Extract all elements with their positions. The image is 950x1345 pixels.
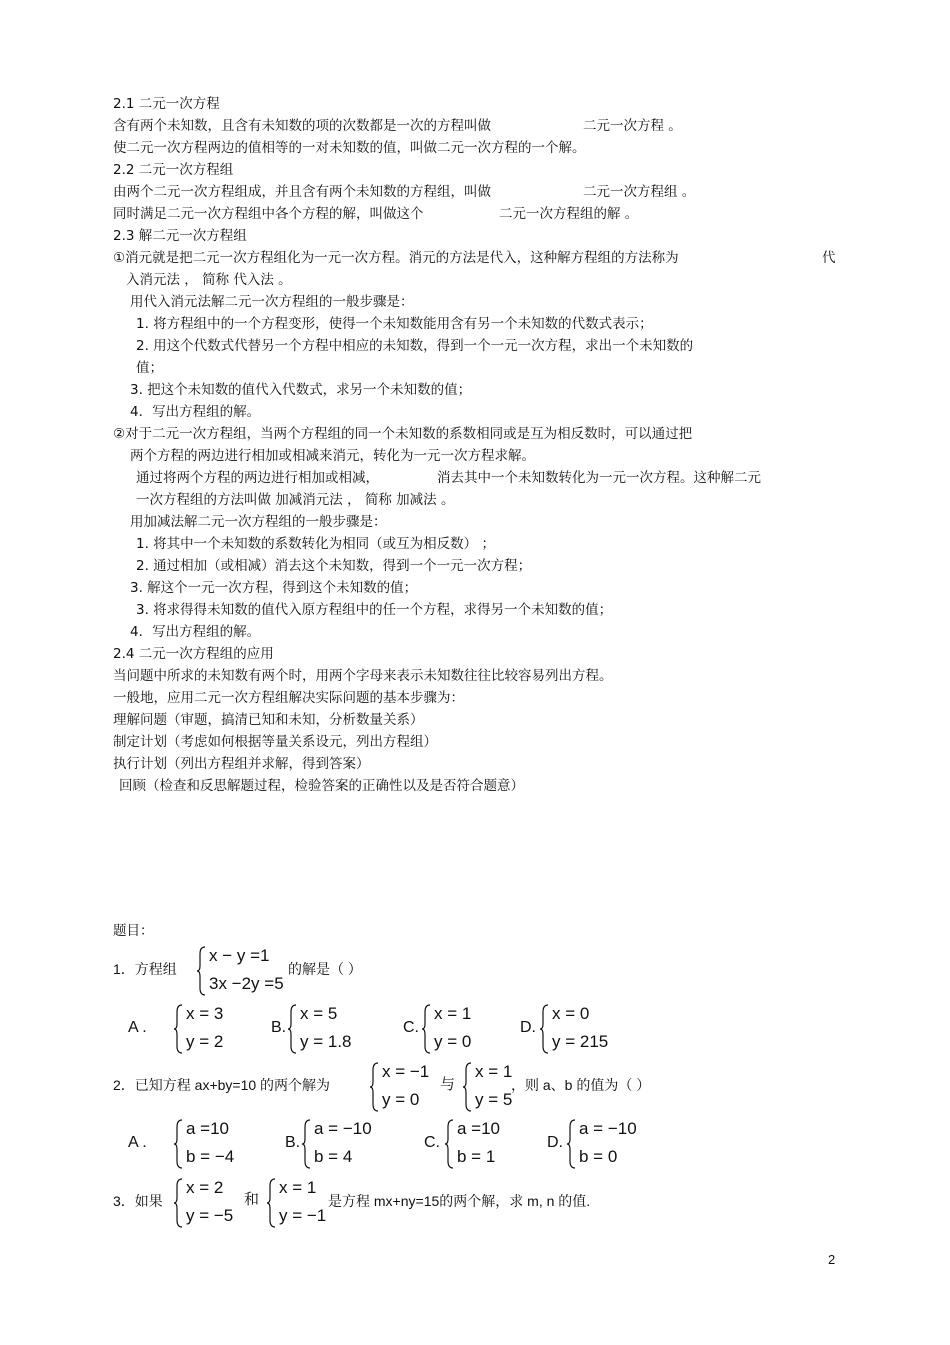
option-eq1: a = −10 [314,1119,372,1138]
text-line: 代 [822,250,836,266]
q2-option-label: B. [285,1134,301,1151]
text-line: 3. 将求得得未知数的值代入原方程组中的任一个方程，求得另一个未知数的值； [136,602,613,618]
q2-suffix: ，则 a、b 的值为（ ） [511,1077,651,1093]
text-line: 由两个二元一次方程组成，并且含有两个未知数的方程组，叫做 [113,184,491,200]
text-line: 4．写出方程组的解。 [130,404,261,420]
text-line: 入消元法 ， 简称 代入法 。 [126,272,292,288]
q3-sys1-eq1: x = 2 [186,1178,224,1197]
text-line: 通过将两个方程的两边进行相加或相减， [136,470,379,486]
q2-sys1-eq2: y = 0 [382,1090,420,1109]
q2-connector: 与 [440,1076,456,1093]
text-line: 当问题中所求的未知数有两个时，用两个字母来表示未知数往往比较容易列出方程。 [113,668,613,684]
left-brace-icon [301,1119,311,1169]
text-line: 2.4 二元一次方程组的应用 [113,646,274,662]
text-line: 理解问题（审题，搞清已知和未知，分析数量关系） [113,712,424,728]
text-line: 2. 通过相加（或相减）消去这个未知数，得到一个一元一次方程； [136,558,532,574]
q2-sys2-eq1: x = 1 [475,1062,513,1081]
q2-sys1-eq1: x = −1 [382,1062,430,1081]
text-line: 含有两个未知数，且含有未知数的项的次数都是一次的方程叫做 [113,118,491,134]
q1-prefix: 1．方程组 [113,961,177,977]
text-line: 用代入消元法解二元一次方程组的一般步骤是： [130,294,414,310]
text-line: 回顾（检查和反思解题过程，检验答案的正确性以及是否符合题意） [119,778,524,794]
q2-prefix: 2．已知方程 ax+by=10 的两个解为 [113,1077,331,1093]
text-line: 1. 将其中一个未知数的系数转化为相同（或互为相反数） ； [136,536,495,552]
text-line: ①消元就是把二元一次方程组化为一元一次方程。消元的方法是代入，这种解方程组的方法称为 [113,250,679,266]
text-line: 执行计划（列出方程组并求解，得到答案） [113,756,370,772]
text-line: 同时满足二元一次方程组中各个方程的解，叫做这个 [113,206,424,222]
text-line: 2.1 二元一次方程 [113,96,220,112]
left-brace-icon [462,1062,472,1112]
option-eq2: y = 215 [552,1032,609,1051]
text-line: ②对于二元一次方程组，当两个方程组的同一个未知数的系数相同或是互为相反数时，可以通过把 [113,426,693,442]
q3-sys1-eq2: y = −5 [186,1206,234,1225]
left-brace-icon [196,946,206,996]
left-brace-icon [287,1004,297,1054]
text-line: 2. 用这个代数式代替另一个方程中相应的未知数，得到一个一元一次方程，求出一个未知数的 [136,338,694,354]
text-line: 二元一次方程组的解 。 [499,206,639,222]
text-line: 一次方程组的方法叫做 加减消元法 ， 简称 加减法 。 [136,492,455,508]
q3-connector: 和 [244,1191,260,1208]
text-line: 2.2 二元一次方程组 [113,162,234,178]
text-line: 制定计划（考虑如何根据等量关系设元，列出方程组） [113,734,437,750]
option-eq2: y = 1.8 [300,1032,352,1051]
text-line: 1. 将方程组中的一个方程变形，使得一个未知数能用含有另一个未知数的代数式表示； [136,316,653,332]
q1-eq2: 3x −2y =5 [209,974,284,993]
option-eq1: a = −10 [579,1119,637,1138]
left-brace-icon [566,1119,576,1169]
text-line: 3. 解这个一元一次方程，得到这个未知数的值； [130,580,418,596]
left-brace-icon [173,1178,183,1228]
q1-option-label: C. [403,1019,419,1036]
text-line: 值； [136,360,163,376]
text-line: 使二元一次方程两边的值相等的一对未知数的值，叫做二元一次方程的一个解。 [113,140,586,156]
text-line: 二元一次方程组 。 [583,184,696,200]
option-eq2: b = 4 [314,1147,353,1166]
page-number: 2 [828,1252,836,1267]
left-brace-icon [173,1119,183,1169]
q1-option-label: A . [128,1019,147,1036]
q1-option-label: B. [271,1019,287,1036]
text-line: 用加减法解二元一次方程组的一般步骤是： [130,514,387,530]
left-brace-icon [539,1004,549,1054]
option-eq2: y = 0 [434,1032,472,1051]
q2-option-label: D. [547,1134,563,1151]
q1-option-label: D. [520,1019,536,1036]
text-line: 二元一次方程 。 [583,118,682,134]
option-eq1: x = 0 [552,1004,590,1023]
q1-suffix: 的解是（ ） [288,961,362,977]
left-brace-icon [173,1004,183,1054]
q2-option-label: C. [424,1134,440,1151]
q3-suffix: 是方程 mx+ny=15的两个解，求 m, n 的值. [328,1193,591,1209]
q3-sys2-eq1: x = 1 [279,1178,317,1197]
option-eq2: b = −4 [186,1147,235,1166]
option-eq2: y = 2 [186,1032,224,1051]
text-line: 两个方程的两边进行相加或相减来消元，转化为一元一次方程求解。 [130,448,535,464]
left-brace-icon [421,1004,431,1054]
text-line: 消去其中一个未知数转化为一元一次方程。这种解二元 [437,470,761,486]
left-brace-icon [369,1062,379,1112]
text-line: 2.3 解二元一次方程组 [113,228,247,244]
q3-prefix: 3．如果 [113,1193,163,1209]
text-line: 题目： [113,923,154,939]
option-eq1: x = 3 [186,1004,224,1023]
q2-sys2-eq2: y = 5 [475,1090,513,1109]
option-eq2: b = 1 [457,1147,496,1166]
option-eq1: x = 1 [434,1004,472,1023]
option-eq1: a =10 [457,1119,501,1138]
left-brace-icon [444,1119,454,1169]
text-line: 一般地，应用二元一次方程组解决实际问题的基本步骤为： [113,690,464,706]
q3-sys2-eq2: y = −1 [279,1206,327,1225]
option-eq1: x = 5 [300,1004,338,1023]
q1-eq1: x − y =1 [209,946,270,965]
left-brace-icon [266,1178,276,1228]
text-line: 4．写出方程组的解。 [130,624,261,640]
q2-option-label: A . [128,1134,147,1151]
option-eq2: b = 0 [579,1147,618,1166]
option-eq1: a =10 [186,1119,230,1138]
text-line: 3. 把这个未知数的值代入代数式，求另一个未知数的值； [130,382,472,398]
